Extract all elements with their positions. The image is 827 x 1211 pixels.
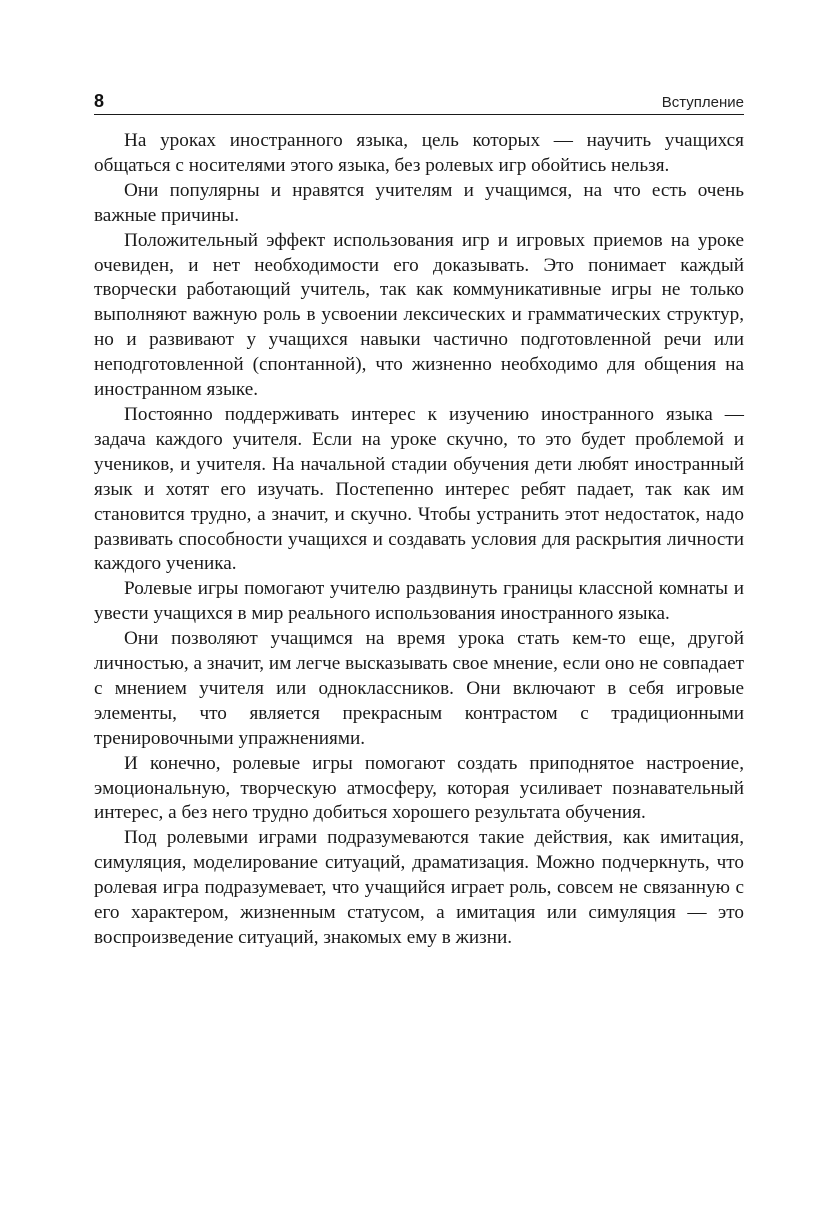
body-text <box>94 129 744 951</box>
running-head: Вступление <box>661 94 744 111</box>
page-header <box>94 82 744 115</box>
paragraph: На уроках иностранного языка, цель которых — научить учащихся общаться с носителями этого языка, без ролевых игр обойтись нельзя. <box>94 130 744 176</box>
paragraph: Они позволяют учащимся на время урока стать кем-то еще, другой личностью, а значит, им легче высказывать свое мнение, если оно не совпадает с мнением учителя или одноклассников. Они включают в себя игровые элементы, что является прекрасным контрастом с традиционными тренировочными упражнениями. <box>94 628 744 749</box>
paragraph: Под ролевыми играми подразумеваются такие действия, как имитация, симуляция, моделирование ситуаций, драматизация. Можно подчеркнуть, что ролевая игра подразумевает, что учащийся играет роль, совсем не связанную с его характером, жизненным статусом, а имитация или симуляция — это воспроизведение ситуаций, знакомых ему в жизни. <box>94 827 744 948</box>
paragraph: Они популярны и нравятся учителям и учащимся, на что есть очень важные причины. <box>94 179 744 226</box>
paragraph: Постоянно поддерживать интерес к изучению иностранного языка — задача каждого учителя. Если на уроке скучно, то это будет проблемой и учеников, и учителя. На начальной стадии обучения дети любят иностранный язык и хотят его изучать. Постепенно интерес ребят падает, так как им становится трудно, а значит, и скучно. Чтобы устранить этот недостаток, надо развивать способности учащихся и создавать условия для раскрытия личности каждого ученика. <box>94 403 744 575</box>
paragraph: И конечно, ролевые игры помогают создать приподнятое настроение, эмоциональную, творческую атмосферу, которая усиливает познавательный интерес, а без него трудно добиться хорошего результата обучения. <box>94 752 744 824</box>
paragraph: Положительный эффект использования игр и игровых приемов на уроке очевиден, и нет необходимости его доказывать. Это понимает каждый творчески работающий учитель, так как коммуникативные игры не только выполняют важную роль в усвоении лексических и грамматических структур, но и развивают у учащихся навыки частично подготовленной речи или неподготовленной (спонтанной), что жизненно необходимо для общения на иностранном языке. <box>94 229 744 401</box>
paragraph: Ролевые игры помогают учителю раздвинуть границы классной комнаты и увести учащихся в мир реального использования иностранного языка. <box>94 578 744 625</box>
page-number: 8 <box>94 91 105 111</box>
book-page <box>94 82 744 951</box>
